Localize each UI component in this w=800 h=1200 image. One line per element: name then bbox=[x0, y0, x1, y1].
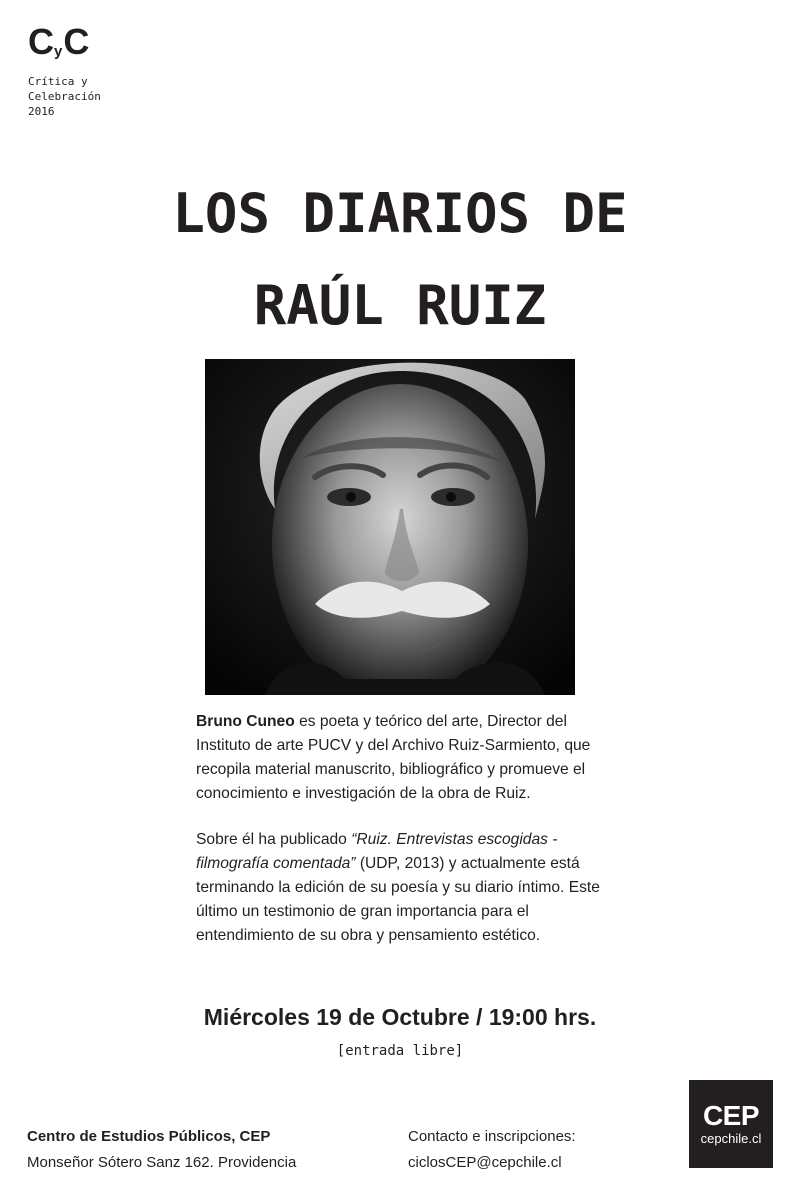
logo-caption-line-2: Celebración bbox=[28, 90, 101, 103]
title-line-1: LOS DIARIOS DE bbox=[172, 182, 628, 245]
logo-caption-line-1: Crítica y bbox=[28, 75, 88, 88]
author-name: Bruno Cuneo bbox=[196, 713, 295, 730]
logo-mark-right: C bbox=[63, 21, 89, 62]
portrait-photo bbox=[205, 359, 575, 695]
publication-title: “Ruiz. Entrevistas escogidas - filmografía comentada” bbox=[196, 831, 558, 872]
contact-info bbox=[408, 1124, 576, 1176]
cyc-logo bbox=[28, 21, 101, 119]
event-date: Miércoles 19 de Octubre / 19:00 hrs. bbox=[203, 1004, 597, 1030]
logo-mark-left: C bbox=[28, 21, 53, 62]
venue-address: Monseñor Sótero Sanz 162. Providencia bbox=[27, 1154, 297, 1171]
bio-paragraph-1 bbox=[196, 710, 616, 806]
venue-name: Centro de Estudios Públicos, CEP bbox=[27, 1128, 271, 1145]
portrait-illustration bbox=[205, 359, 575, 695]
bio-paragraph-2-start: Sobre él ha publicado bbox=[196, 831, 352, 848]
contact-email[interactable]: ciclosCEP@cepchile.cl bbox=[408, 1154, 562, 1171]
bio-text bbox=[196, 710, 616, 948]
cep-logo-url: cepchile.cl bbox=[700, 1131, 762, 1146]
venue-info bbox=[27, 1124, 296, 1176]
cep-logo bbox=[689, 1080, 773, 1168]
cyc-logo-mark bbox=[28, 21, 101, 70]
poster-title bbox=[0, 168, 800, 352]
event-admission-note: [entrada libre] bbox=[336, 1043, 464, 1059]
title-line-2: RAÚL RUIZ bbox=[253, 274, 547, 337]
bio-paragraph-1-text: es poeta y teórico del arte, Director del Instituto de arte PUCV y del Archivo Ruiz-Sarmiento, que recopila material manuscrito, bibliográfico y promueve el conocimiento e investigación de la obra de Ruiz. bbox=[196, 713, 591, 802]
logo-caption-year: 2016 bbox=[28, 105, 55, 118]
logo-mark-sub: y bbox=[54, 43, 63, 60]
cep-logo-name: CEP bbox=[702, 1100, 760, 1131]
bio-paragraph-2-rest: (UDP, 2013) y actualmente está terminando la edición de su poesía y su diario íntimo. Este último un testimonio de gran importancia para el entendimiento de su obra y pensamiento estético. bbox=[196, 855, 600, 944]
bio-paragraph-2 bbox=[196, 828, 616, 948]
logo-caption bbox=[28, 74, 101, 119]
contact-label: Contacto e inscripciones: bbox=[408, 1128, 576, 1145]
